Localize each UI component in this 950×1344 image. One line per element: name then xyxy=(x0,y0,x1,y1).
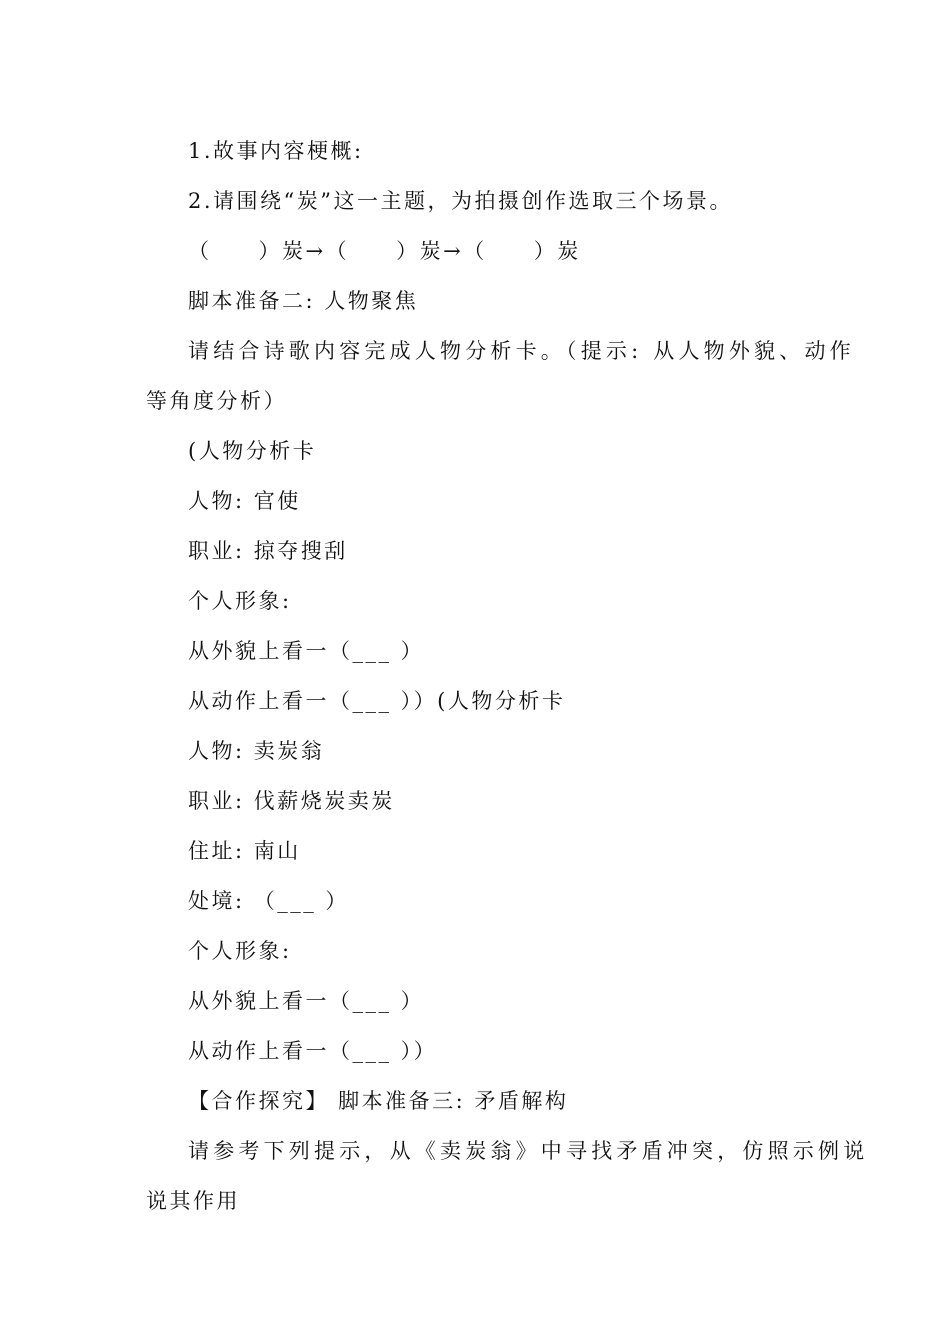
card-action-blank-official: 从动作上看一（___ ））(人物分析卡 xyxy=(188,689,566,713)
card-situation-blank: 处境: （___ ） xyxy=(188,889,349,913)
card-character-official: 人物: 官使 xyxy=(188,489,301,513)
card-appearance-blank-official: 从外貌上看一（___ ） xyxy=(188,639,425,663)
section-heading-conflict: 【合作探究】 脚本准备三: 矛盾解构 xyxy=(188,1089,569,1113)
card-title-official: (人物分析卡 xyxy=(188,439,317,463)
character-card-instruction-cont: 等角度分析） xyxy=(146,389,287,413)
character-card-instruction: 请结合诗歌内容完成人物分析卡。（提示: 从人物外貌、动作 xyxy=(188,339,855,363)
story-summary-prompt: 1.故事内容梗概: xyxy=(188,139,364,163)
section-heading-character-focus: 脚本准备二: 人物聚焦 xyxy=(188,289,419,313)
card-image-label-official: 个人形象: xyxy=(188,589,292,613)
scene-selection-prompt: 2.请围绕“炭”这一主题，为拍摄创作选取三个场景。 xyxy=(188,189,734,213)
scene-blanks: （ ）炭→（ ）炭→（ ）炭 xyxy=(188,239,581,263)
card-occupation-charcoal-seller: 职业: 伐薪烧炭卖炭 xyxy=(188,789,395,813)
card-address-charcoal-seller: 住址: 南山 xyxy=(188,839,301,863)
card-occupation-official: 职业: 掠夺搜刮 xyxy=(188,539,348,563)
card-appearance-blank-charcoal-seller: 从外貌上看一（___ ） xyxy=(188,989,425,1013)
card-character-charcoal-seller: 人物: 卖炭翁 xyxy=(188,739,325,763)
card-action-blank-charcoal-seller: 从动作上看一（___ ）） xyxy=(188,1039,438,1063)
conflict-instruction: 请参考下列提示，从《卖炭翁》中寻找矛盾冲突，仿照示例说 xyxy=(188,1139,869,1163)
card-image-label-charcoal-seller: 个人形象: xyxy=(188,939,292,963)
conflict-instruction-cont: 说其作用 xyxy=(146,1189,240,1213)
